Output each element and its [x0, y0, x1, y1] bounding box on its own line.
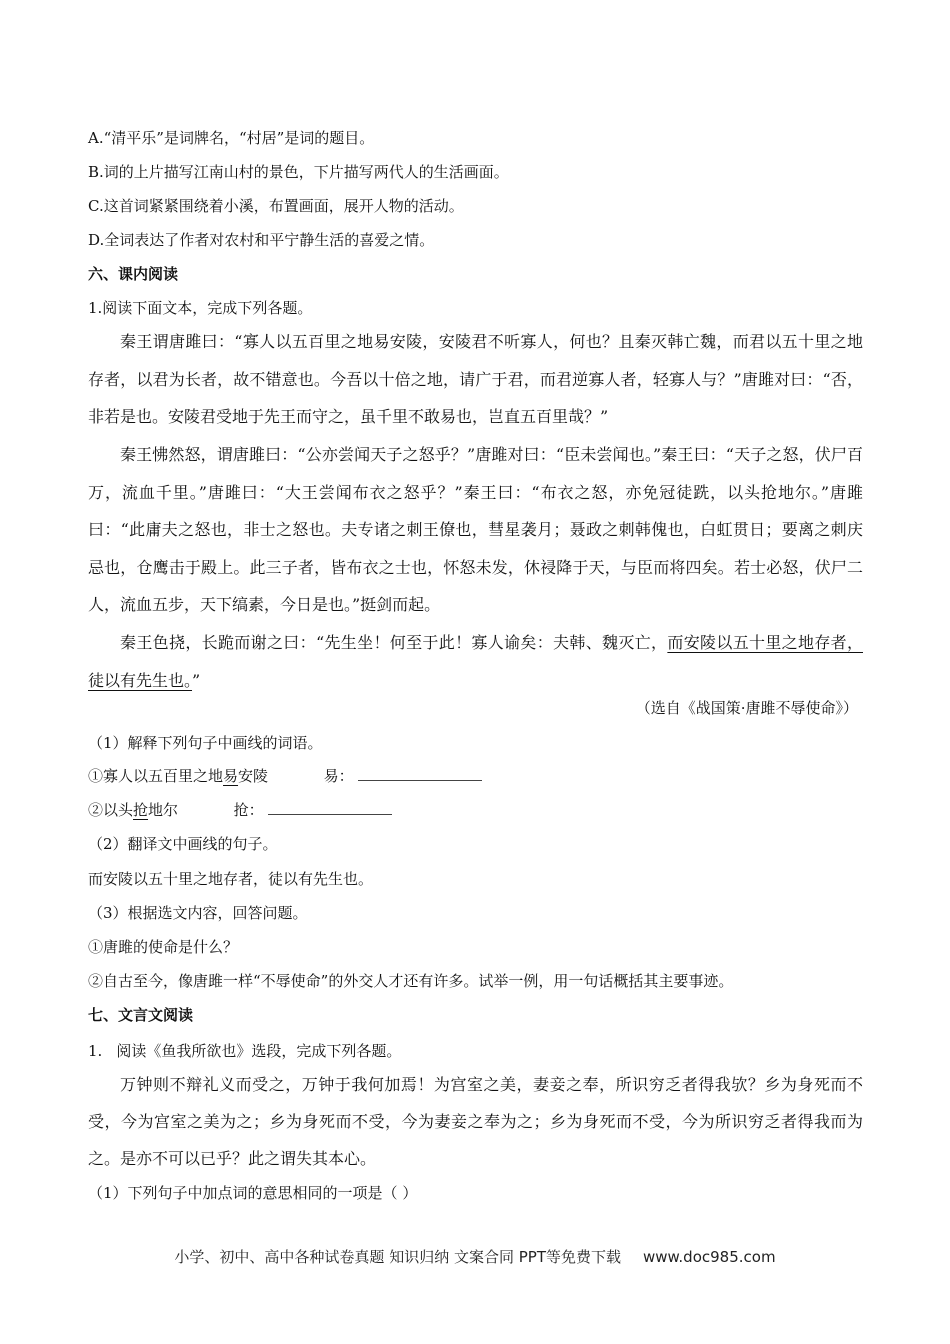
option-b: B.词的上片描写江南山村的景色，下片描写两代人的生活画面。	[88, 163, 509, 181]
option-c: C.这首词紧紧围绕着小溪，布置画面，展开人物的活动。	[88, 197, 464, 215]
item-b-suffix: 地尔	[148, 801, 179, 819]
passage-paragraph-1: 秦王谓唐雎曰：“寡人以五百里之地易安陵，安陵君不听寡人，何也？且秦灭韩亡魏，而君以五十里之地存者，以君为长者，故不错意也。今吾以十倍之地，请广于君，而君逆寡人者，轻寡人与？”唐雎对曰：“否，非若是也。安陵君受地于先王而守之，虽千里不敢易也，岂直五百里哉？”	[88, 332, 863, 426]
item-b-underlined-word: 抢	[133, 801, 149, 819]
item-a-prefix: ①寡人以五百里之地	[88, 767, 224, 785]
section-7-subquestion-1: （1）下列句子中加点词的意思相同的一项是（ ）	[88, 1184, 418, 1202]
question-number: 1.	[88, 1042, 103, 1060]
subquestion-1-item-b	[88, 800, 392, 820]
option-a: A.“清平乐”是词牌名，“村居”是词的题目。	[88, 129, 375, 147]
subquestion-3-item-b: ②自古至今，像唐雎一样“不辱使命”的外交人才还有许多。试举一例，用一句话概括其主要事迹。	[88, 972, 734, 990]
subquestion-1-item-a	[88, 766, 482, 786]
answer-blank-a[interactable]	[358, 766, 482, 781]
question-1-intro: 1.阅读下面文本，完成下列各题。	[88, 299, 313, 317]
question-1-intro-text: 阅读《鱼我所欲也》选段，完成下列各题。	[116, 1042, 402, 1060]
answer-blank-b[interactable]	[268, 800, 392, 815]
paragraph-3-close-quote: ”	[192, 670, 201, 690]
item-b-prefix: ②以头	[88, 801, 134, 819]
paragraph-3-text: 秦王色挠，长跪而谢之曰：“先生坐！何至于此！寡人谕矣：夫韩、魏灭亡，	[120, 633, 668, 652]
section-7-question-1	[88, 1041, 401, 1061]
option-d: D.全词表达了作者对农村和平宁静生活的喜爱之情。	[88, 231, 435, 249]
item-a-underlined-word: 易	[223, 767, 239, 785]
passage-source: （选自《战国策·唐雎不辱使命》）	[635, 699, 858, 717]
footer-text: 小学、初中、高中各种试卷真题 知识归纳 文案合同 PPT等免费下载	[174, 1248, 621, 1266]
section-6-title: 六、课内阅读	[88, 265, 179, 283]
item-a-label: 易：	[323, 767, 354, 785]
subquestion-2-sentence: 而安陵以五十里之地存者，徒以有先生也。	[88, 870, 374, 888]
subquestion-2: （2）翻译文中画线的句子。	[88, 835, 278, 853]
underlined-sentence: 而安陵以五十里之地存者，徒以有先生也。	[88, 633, 863, 690]
passage-paragraph-3	[88, 624, 863, 699]
passage-paragraph-2: 秦王怫然怒，谓唐雎曰：“公亦尝闻天子之怒乎？”唐雎对曰：“臣未尝闻也。”秦王曰：“天子之怒，伏尸百万，流血千里。”唐雎曰：“大王尝闻布衣之怒乎？”秦王曰：“布衣之怒，亦免冠徒跣，以头抢地尔。”唐雎曰：“此庸夫之怒也，非士之怒也。夫专诸之刺王僚也，彗星袭月；聂政之刺韩傀也，白虹贯日；要离之刺庆忌也，仓鹰击于殿上。此三子者，皆布衣之士也，怀怒未发，休祲降于天，与臣而将四矣。若士必怒，伏尸二人，流血五步，天下缟素，今日是也。”挺剑而起。	[88, 445, 863, 614]
section-7-title: 七、文言文阅读	[88, 1006, 194, 1024]
subquestion-3-item-a: ①唐雎的使命是什么？	[88, 938, 239, 956]
footer-url[interactable]: www.doc985.com	[642, 1248, 776, 1266]
page-footer	[0, 1246, 950, 1267]
section-7-passage: 万钟则不辩礼义而受之，万钟于我何加焉！为宫室之美，妻妾之奉，所识穷乏者得我欤？乡为身死而不受，今为宫室之美为之；乡为身死而不受，今为妻妾之奉为之；乡为身死而不受，今为所识穷乏者得我而为之。是亦不可以已乎？此之谓失其本心。	[88, 1075, 863, 1168]
item-b-label: 抢：	[233, 801, 264, 819]
item-a-suffix: 安陵	[238, 767, 269, 785]
subquestion-1: （1）解释下列句子中画线的词语。	[88, 734, 323, 752]
subquestion-3: （3）根据选文内容，回答问题。	[88, 904, 308, 922]
